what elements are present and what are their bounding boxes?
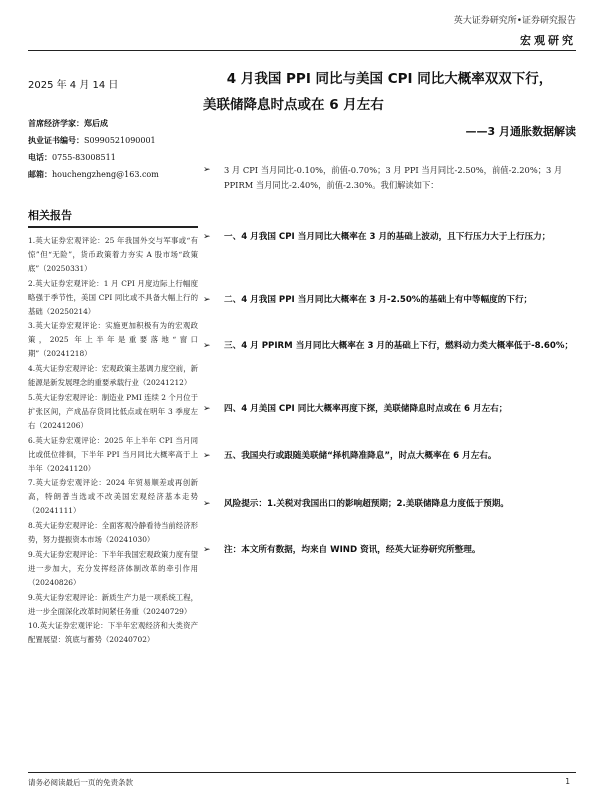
phone-number: 0755-83008511 [52,153,116,162]
report-date: 2025 年 4 月 14 日 [28,80,119,91]
author-name: 郑后成 [84,119,108,128]
key-point-text: 三、4 月 PPIRM 当月同比大概率在 3 月的基础上下行，燃料动力类大概率低于-8.60%； [224,341,574,351]
related-report-item: 2.英大证券宏观评论：1 月 CPI 月度边际上行幅度略强于季节性，美国 CPI 同比或不具备大幅上行的基础（20250214） [28,278,198,316]
related-reports-list [28,234,198,647]
arrow-bullet-icon: ➢ [203,404,211,414]
arrow-bullet-icon: ➢ [203,545,211,555]
header-org: 英大证券研究所•证券研究报告 [453,16,576,26]
header-divider [28,50,576,51]
related-report-item: 3.英大证券宏观评论：实施更加积极有为的宏观政策，2025 年上半年是重要落地“窗口期”（20241218） [28,321,198,359]
footer-disclaimer[interactable]: 请务必阅读最后一页的免责条款 [28,778,133,787]
key-point [203,338,576,355]
report-subtitle: ——3 月通胀数据解读 [465,125,576,138]
related-reports-title: 相关报告 [28,207,198,228]
key-point-text: 二、4 月我国 PPI 当月同比大概率在 3 月-2.50%的基础上有中等幅度的下行； [224,295,533,305]
author-info [28,115,198,183]
phone-label: 电话： [28,153,52,162]
key-point [203,292,576,309]
arrow-bullet-icon: ➢ [203,451,211,461]
related-report-item: 9.英大证券宏观评论：新质生产力是一项系统工程，进一步全面深化改革时间紧任务重（20240729） [28,592,198,616]
main-content [203,66,576,193]
key-point [203,448,576,465]
header-category: 宏观研究 [520,34,576,47]
arrow-bullet-icon: ➢ [203,499,211,509]
data-source-note [203,542,576,559]
intro-text: 3 月 CPI 当月同比-0.10%，前值-0.70%；3 月 PPI 当月同比-2.50%，前值-2.20%；3 月 PPIRM 当月同比-2.40%，前值-2.30%。我们解读如下： [224,165,563,190]
arrow-bullet-icon: ➢ [203,232,211,242]
footer-divider [28,772,576,773]
page-number: 1 [565,777,570,786]
related-report-item: 8.英大证券宏观评论：全面客观冷静看待当前经济形势，努力提振资本市场（20241030） [28,521,198,545]
related-report-item: 5.英大证券宏观评论：制造业 PMI 连续 2 个月位于扩张区间，产成品存货同比低点或在明年 3 季度左右（20241206） [28,392,198,430]
data-source-note-text: 注：本文所有数据，均来自 WIND 资讯，经英大证券研究所整理。 [224,545,481,555]
intro-paragraph [203,163,576,193]
title-line-2: 美联储降息时点或在 6 月左右 [203,97,384,113]
risk-warning-text: 风险提示：1.关税对我国出口的影响超预期；2.美联储降息力度低于预期。 [224,499,509,509]
license-number: S0990521090001 [84,136,156,145]
related-report-item: 9.英大证券宏观评论：下半年我国宏观政策力度有望进一步加大，充分发挥经济体制改革的牵引作用（20240826） [28,549,198,587]
risk-warning [203,496,576,513]
arrow-bullet-icon: ➢ [203,295,211,305]
report-title [203,66,576,118]
related-report-item: 1.英大证券宏观评论：25 年我国外交与军事或“有惊”但“无险”，货币政策着力夯实 A 股市场“政策底”（20250331） [28,236,198,273]
key-point-text: 四、4 月美国 CPI 同比大概率再度下探，美联储降息时点或在 6 月左右； [224,404,508,414]
title-line-1: 4 月我国 PPI 同比与美国 CPI 同比大概率双双下行， [226,71,553,87]
key-point-text: 一、4 月我国 CPI 当月同比大概率在 3 月的基础上波动，且下行压力大于上行压力； [224,232,551,242]
related-report-item: 6.英大证券宏观评论：2025 年上半年 CPI 当月同比或低位徘徊，下半年 PPI 当月同比大概率高于上半年（20241120） [28,435,198,473]
related-report-item: 10.英大证券宏观评论：下半年宏观经济和大类资产配置展望：筑底与蓄势（20240702） [28,621,198,645]
related-report-item: 4.英大证券宏观评论：宏观政策主基调力度空前，新能源是新发展理念的重要承载行业（20241212） [28,364,198,388]
author-label: 首席经济学家： [28,119,84,128]
email-label: 邮箱： [28,170,52,179]
license-label: 执业证书编号： [28,136,84,145]
related-report-item: 7.英大证券宏观评论：2024 年贸易顺差或再创新高，特朗普当选或不改美国宏观经济基本走势（20241111） [28,478,198,516]
email-link[interactable]: houchengzheng@163.com [52,170,159,179]
key-point [203,229,576,246]
key-point [203,401,576,418]
sidebar [28,76,198,648]
arrow-bullet-icon: ➢ [203,341,211,351]
arrow-bullet-icon: ➢ [203,165,211,175]
key-point-text: 五、我国央行或跟随美联储“择机降准降息”，时点大概率在 6 月左右。 [224,451,497,461]
